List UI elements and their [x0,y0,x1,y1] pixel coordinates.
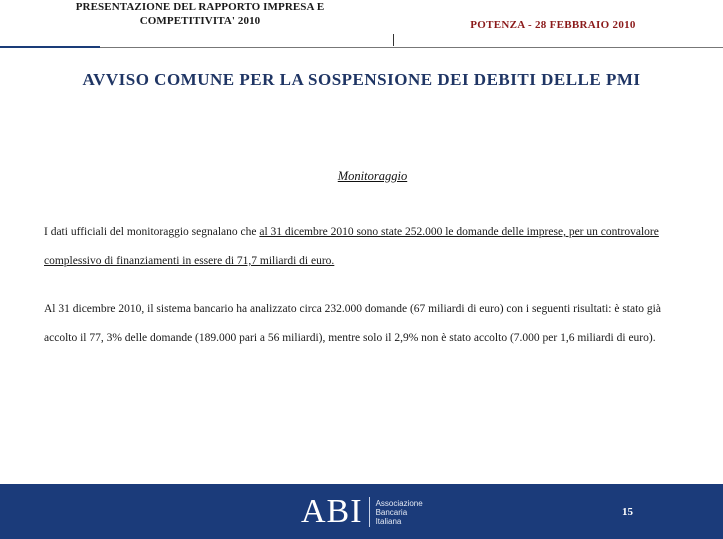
header-title-line1: PRESENTAZIONE DEL RAPPORTO IMPRESA E [75,1,325,13]
header-accent-rule [0,46,100,48]
header-title-line2: COMPETITIVITA' 2010 [139,15,261,27]
abi-logo-line2: Bancaria [375,507,408,517]
header-presentation-title [40,0,360,28]
slide-title: AVVISO COMUNE PER LA SOSPENSIONE DEI DEBITI DELLE PMI [82,70,641,89]
footer-bar [0,484,723,539]
abi-logo [301,494,423,530]
abi-logo-separator [369,497,370,527]
paragraph1-underlined: al 31 dicembre 2010 sono state 252.000 le domande delle imprese, per un controvalore complessivo di finanziamenti in essere di 71,7 miliardi di euro. [44,226,659,267]
header-event-date: POTENZA - 28 FEBBRAIO 2010 [470,19,636,31]
abi-logo-line3: Italiana [375,516,402,526]
abi-logo-line1: Associazione [375,498,423,508]
abi-logo-abbr: ABI [301,493,363,530]
header-divider-tick [393,34,394,46]
section-title: Monitoraggio [337,169,408,183]
paragraph-monitoring-data [44,218,674,276]
abi-logo-text [376,499,423,526]
header-divider [100,47,723,48]
paragraph-banking-results: Al 31 dicembre 2010, il sistema bancario ha analizzato circa 232.000 domande (67 miliardi di euro) con i seguenti risultati: è stato già accolto il 77, 3% delle domande (189.000 pari a 56 miliardi), mentre solo il 2,9% non è stato accolto (7.000 per 1,6 miliardi di euro). [44,303,661,344]
paragraph1-lead: I dati ufficiali del monitoraggio segnalano che [44,226,260,238]
page-number: 15 [622,506,633,518]
